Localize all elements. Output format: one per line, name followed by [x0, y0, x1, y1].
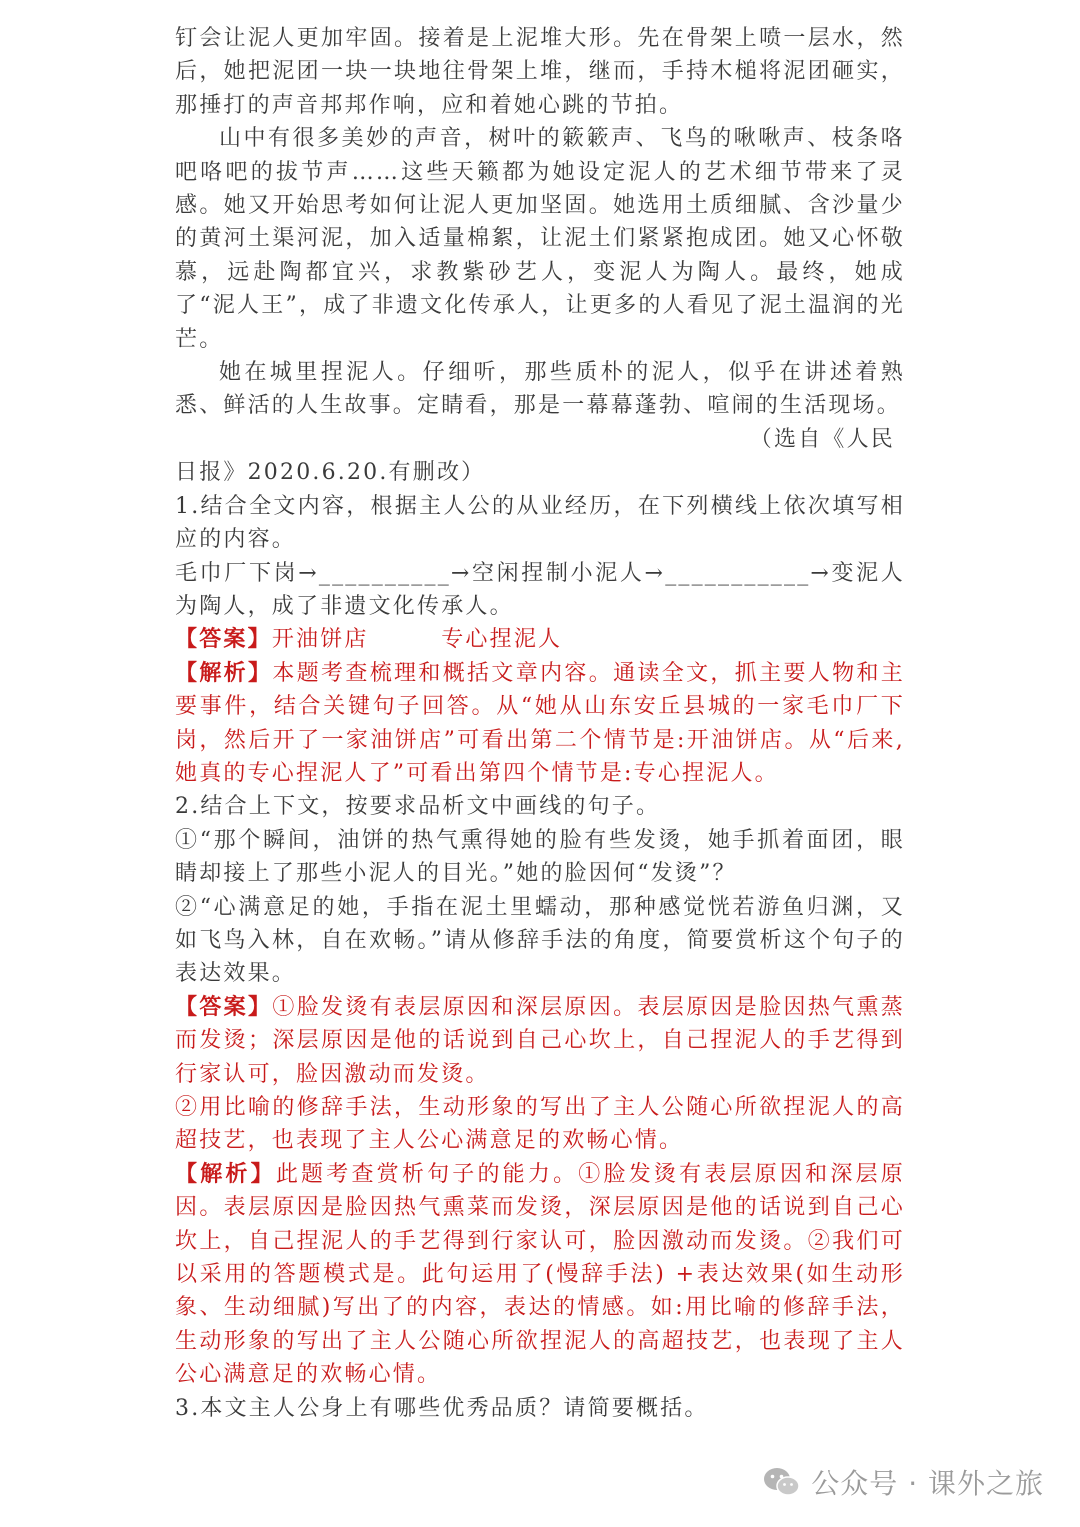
question-2-sub-1: ①“那个瞬间，油饼的热气熏得她的脸有些发烫，她手抓着面团，眼睛却接上了那些小泥人的目光。”她的脸因何“发烫”？: [175, 827, 905, 887]
question-1-answer: [175, 623, 905, 656]
question-1-analysis: [175, 657, 905, 791]
question-2-answer-2: ②用比喻的修辞手法，生动形象的写出了主人公随心所欲捏泥人的高超技艺，也表现了主人公心满意足的欢畅心情。: [175, 1095, 905, 1154]
answer-tag: 【答案】: [175, 993, 273, 1020]
analysis-text: 此题考查赏析句子的能力。①脸发烫有表层原因和深层原因。表层原因是脸因热气熏菜而发烫，深层原因是他的话说到自己心坎上，自己捏泥人的手艺得到行家认可，脸因激动而发烫。②我们可以采用的答题模式是。此句运用了(慢辞手法) +表达效果(如生动形象、生动细腻)写出了的内容，表达的情感。如:用比喻的修辞手法，生动形象的写出了主人公随心所欲捏泥人的高超技艺，也表现了主人公心满意足的欢畅心情。: [175, 1161, 905, 1388]
question-3: 3.本文主人公身上有哪些优秀品质？请简要概括。: [175, 1395, 709, 1421]
question-2-analysis: [175, 1158, 905, 1392]
question-2: 2.结合上下文，按要求品析文中画线的句子。: [175, 794, 661, 820]
article-paragraph-3: 她在城里捏泥人。仔细听，那些质朴的泥人，似乎在讲述着熟悉、鲜活的人生故事。定睛看，那是一幕幕蓬勃、喧闹的生活现场。: [175, 360, 905, 419]
wechat-icon: [763, 1466, 801, 1498]
analysis-tag: 【解析】: [175, 1160, 276, 1187]
article-source-line-1: （选自《人民: [749, 426, 895, 452]
analysis-text: 本题考查梳理和概括文章内容。通读全文，抓主要人物和主要事件，结合关键句子回答。从“她从山东安丘县城的一家毛巾厂下岗，然后开了一家油饼店”可看出第二个情节是:开油饼店。从“后来,她真的专心捏泥人了”可看出第四个情节是:专心捏泥人。: [175, 660, 905, 786]
watermark: [763, 1462, 1044, 1502]
analysis-tag: 【解析】: [175, 659, 273, 686]
question-2-answer-1: [175, 991, 905, 1091]
article-paragraph-2: 山中有很多美妙的声音，树叶的簌簌声、飞鸟的啾啾声、枝条咯吧咯吧的拔节声……这些天籁都为她设定泥人的艺术细节带来了灵感。她又开始思考如何让泥人更加坚固。她选用土质细腻、含沙量少的黄河土渠河泥，加入适量棉絮，让泥土们紧紧抱成团。她又心怀敬慕，远赴陶都宜兴，求教紫砂艺人，变泥人为陶人。最终，她成了“泥人王”，成了非遗文化传承人，让更多的人看见了泥土温润的光芒。: [175, 126, 905, 352]
document-body: [175, 22, 905, 1425]
watermark-text: 公众号 · 课外之旅: [811, 1467, 1044, 1500]
question-2-sub-2: ②“心满意足的她，手指在泥土里蠕动，那种感觉恍若游鱼归渊，又如飞鸟入林，自在欢畅。”请从修辞手法的角度，简要赏析这个句子的表达效果。: [175, 894, 905, 987]
question-1-flow: 毛巾厂下岗→__________→空闲捏制小泥人→___________→变泥人为陶人，成了非遗文化传承人。: [175, 560, 905, 619]
answer-tag: 【答案】: [175, 626, 272, 653]
article-paragraph-1: 钉会让泥人更加牢固。接着是上泥堆大形。先在骨架上喷一层水，然后，她把泥团一块一块地往骨架上堆，继而，手持木槌将泥团砸实，那捶打的声音邦邦作响，应和着她心跳的节拍。: [175, 26, 905, 118]
answer-text: ①脸发烫有表层原因和深层原因。表层原因是脸因热气熏蒸而发烫；深层原因是他的话说到自己心坎上，自己捏泥人的手艺得到行家认可，脸因激动而发烫。: [175, 994, 905, 1087]
answer-text: 开油饼店 专心捏泥人: [271, 627, 563, 653]
article-source-line-2: 日报》2020.6.20.有删改）: [175, 460, 486, 486]
question-1: 1.结合全文内容，根据主人公的从业经历，在下列横线上依次填写相应的内容。: [175, 493, 905, 553]
